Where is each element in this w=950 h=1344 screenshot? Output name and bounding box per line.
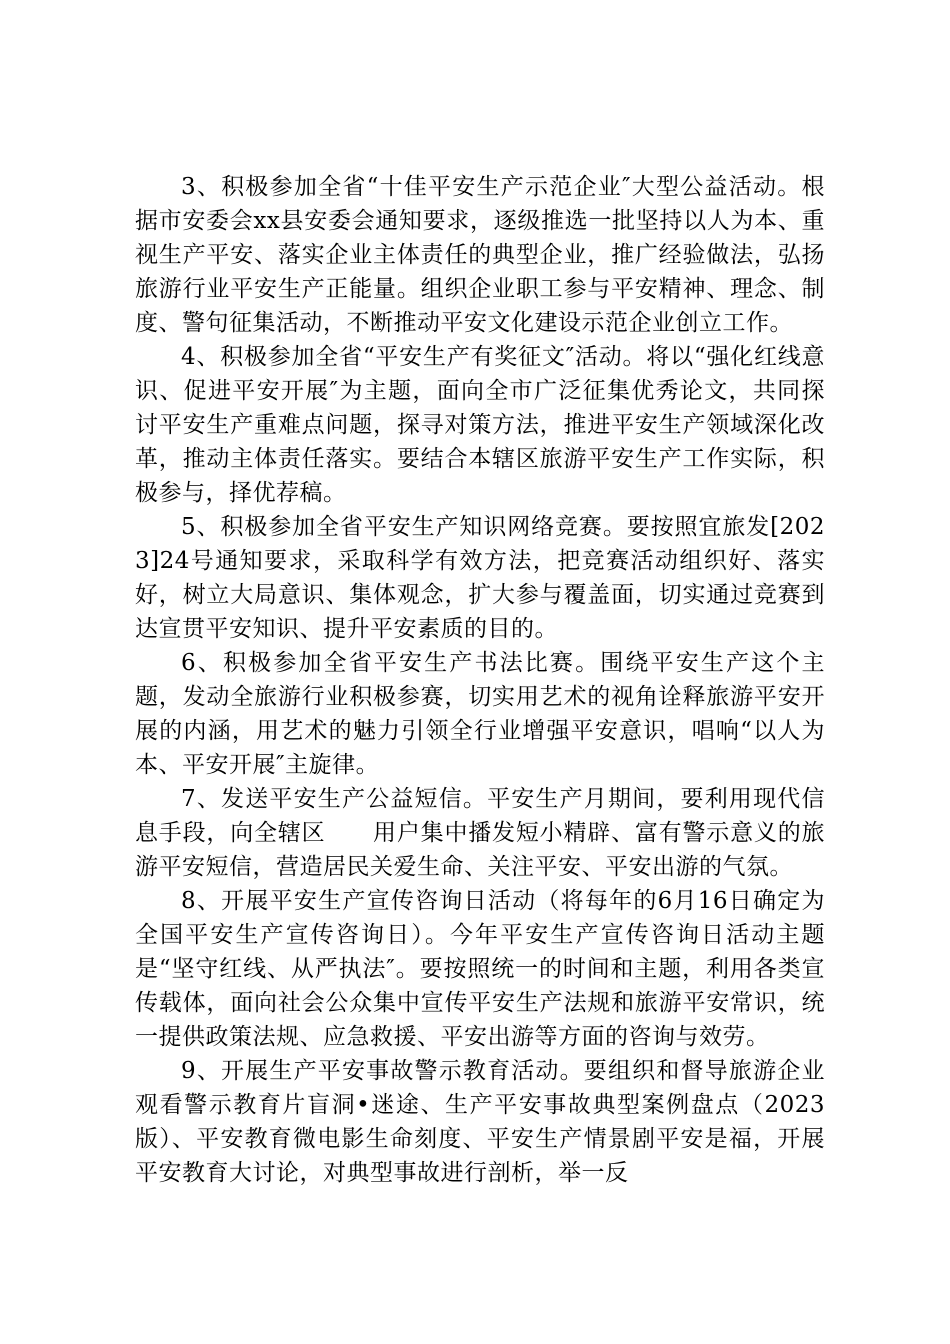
paragraph-item-3: 3、积极参加全省“十佳平安生产示范企业″大型公益活动。根据市安委会xx县安委会通知要求，逐级推选一批坚持以人为本、重视生产平安、落实企业主体责任的典型企业，推广经验做法，弘扬旅游行业平安生产正能量。组织企业职工参与平安精神、理念、制度、警句征集活动，不断推动平安文化建设示范企业创立工作。 bbox=[135, 174, 825, 336]
paragraph-item-9: 9、开展生产平安事故警示教育活动。要组织和督导旅游企业观看警示教育片盲洞•迷途、生产平安事故典型案例盘点（2023版）、平安教育微电影生命刻度、平安生产情景剧平安是福，开展平安教育大讨论，对典型事故进行剖析，举一反 bbox=[135, 1058, 825, 1186]
paragraph-item-5: 5、积极参加全省平安生产知识网络竞赛。要按照宜旅发[2023]24号通知要求，采取科学有效方法，把竞赛活动组织好、落实好，树立大局意识、集体观念，扩大参与覆盖面，切实通过竞赛到达宣贯平安知识、提升平安素质的目的。 bbox=[135, 514, 825, 642]
document-body bbox=[135, 170, 825, 1190]
paragraph-item-4: 4、积极参加全省“平安生产有奖征文″活动。将以“强化红线意识、促进平安开展″为主题，面向全市广泛征集优秀论文，共同探讨平安生产重难点问题，探寻对策方法，推进平安生产领域深化改革，推动主体责任落实。要结合本辖区旅游平安生产工作实际，积极参与，择优荐稿。 bbox=[135, 344, 825, 506]
paragraph-item-8: 8、开展平安生产宣传咨询日活动（将每年的6月16日确定为全国平安生产宣传咨询日）。今年平安生产宣传咨询日活动主题是“坚守红线、从严执法″。要按照统一的时间和主题，利用各类宣传载体，面向社会公众集中宣传平安生产法规和旅游平安常识，统一提供政策法规、应急救援、平安出游等方面的咨询与效劳。 bbox=[135, 888, 825, 1050]
paragraph-item-7: 7、发送平安生产公益短信。平安生产月期间，要利用现代信息手段，向全辖区 用户集中播发短小精辟、富有警示意义的旅游平安短信，营造居民关爱生命、关注平安、平安出游的气氛。 bbox=[135, 786, 825, 880]
paragraph-item-6: 6、积极参加全省平安生产书法比赛。围绕平安生产这个主题，发动全旅游行业积极参赛，切实用艺术的视角诠释旅游平安开展的内涵，用艺术的魅力引领全行业增强平安意识，唱响“以人为本、平安开展″主旋律。 bbox=[135, 650, 825, 778]
